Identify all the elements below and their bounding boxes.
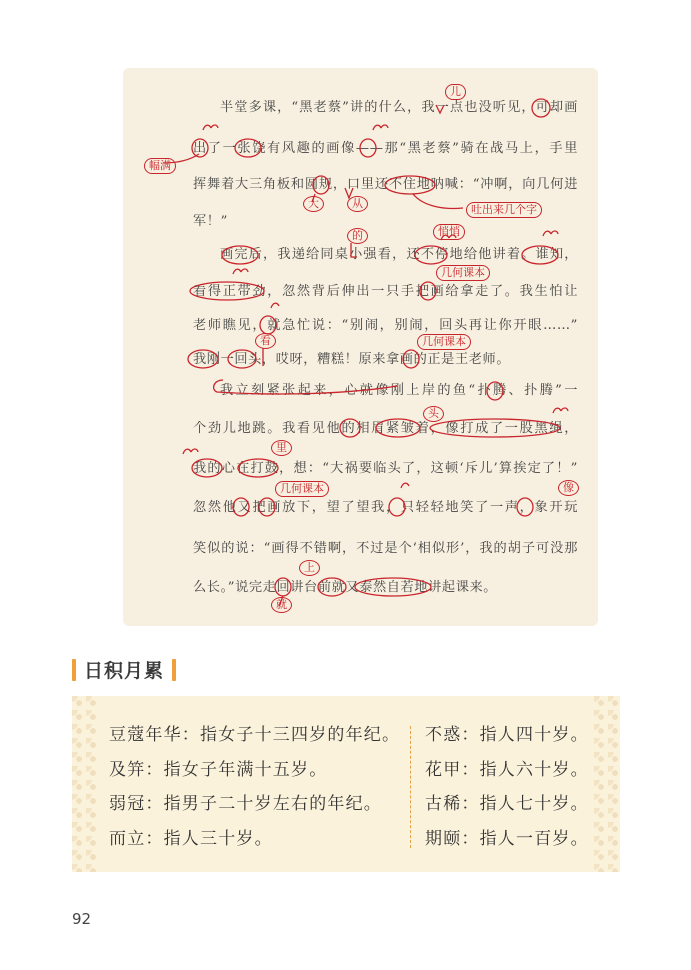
passage-line-14: 么长。”说完走回讲台前就又泰然自若地讲起课来。 [193,580,498,595]
passage-line-4: 军！” [193,214,228,229]
idiom-item: 豆蔻年华：指女子十三四岁的年纪。 [109,725,401,745]
idiom-item: 古稀：指人七十岁。 [425,794,589,814]
idiom-column-left [109,718,400,856]
decorative-pattern-right [594,696,620,872]
note-de: 的 [347,228,368,244]
passage-line-13: 笑似的说：“画得不错啊，不过是个‘相似形’，我的胡子可没那 [193,541,578,556]
idiom-column-right [425,718,589,856]
idiom-item: 弱冠：指男子二十岁左右的年纪。 [109,794,382,814]
passage-line-6: 看得正带劲，忽然背后伸出一只手把画给拿走了。我生怕让 [193,284,578,299]
note-da: 大 [303,196,324,212]
idiom-item: 及笄：指女子年满十五岁。 [109,759,328,780]
note-tou: 头 [423,406,444,422]
passage-line-9: 我立刻紧张起来，心就像刚上岸的鱼“扑腾、扑腾”一 [220,383,578,398]
note-qingqing: 悄悄 [433,224,465,240]
idiom-item: 而立：指人三十岁。 [109,828,273,849]
note-jihe-2: 几何课本 [417,334,471,350]
column-divider [410,726,411,848]
passage-line-8: 我刚一回头，哎呀，糟糕！原来拿画的正是王老师。 [193,352,511,367]
passage-line-12: 忽然他又把画放下，望了望我，只轻轻地笑了一声，象开玩 [193,500,578,515]
note-cong: 从 [347,196,368,212]
section-title: 日积月累 [84,660,165,682]
passage-line-11: 我的心在打鼓，想：“大祸要临头了，这顿‘斥儿’算挨定了！” [193,461,578,476]
passage-card [123,68,598,626]
passage-line-3: 挥舞着大三角板和圆规，口里还不住地呐喊：“冲啊，向几何进 [193,177,578,192]
note-tuchu: 吐出来几个字 [466,202,542,218]
note-kan: 看 [255,333,276,349]
note-er: 儿 [445,84,466,100]
passage-line-1: 半堂多课，“黑老蔡”讲的什么，我一点也没听见，可却画 [220,100,578,115]
passage-line-5: 画完后，我递给同桌小强看，还不停地给他讲着。谁知， [220,247,578,262]
passage-line-2: 出了一张饶有风趣的画像——那“黑老蔡”骑在战马上，手里 [193,141,578,156]
page-number: 92 [72,910,92,928]
passage-line-10: 个劲儿地跳。我看见他的相眉紧皱着，像打成了一股黑绳， [193,421,578,436]
decorative-pattern-left [72,696,98,872]
note-fuman: 幅满 [144,158,176,174]
header-bar-right [172,659,176,681]
note-jihe-1: 几何课本 [436,265,490,281]
note-shang: 上 [299,560,320,576]
note-li: 里 [271,440,292,456]
idiom-item: 期颐：指人一百岁。 [425,828,589,849]
note-xiang: 像 [558,480,579,496]
passage-line-7: 老师瞧见，就急忙说：“别闹，别闹，回头再让你开眼……” [193,318,578,333]
idiom-item: 不惑：指人四十岁。 [425,725,589,745]
note-jiu: 就 [271,597,292,613]
idiom-box [72,696,620,872]
header-bar-left [72,659,76,681]
idiom-item: 花甲：指人六十岁。 [425,759,589,780]
note-jihe-3: 几何课本 [275,481,329,497]
section-header [72,656,176,683]
